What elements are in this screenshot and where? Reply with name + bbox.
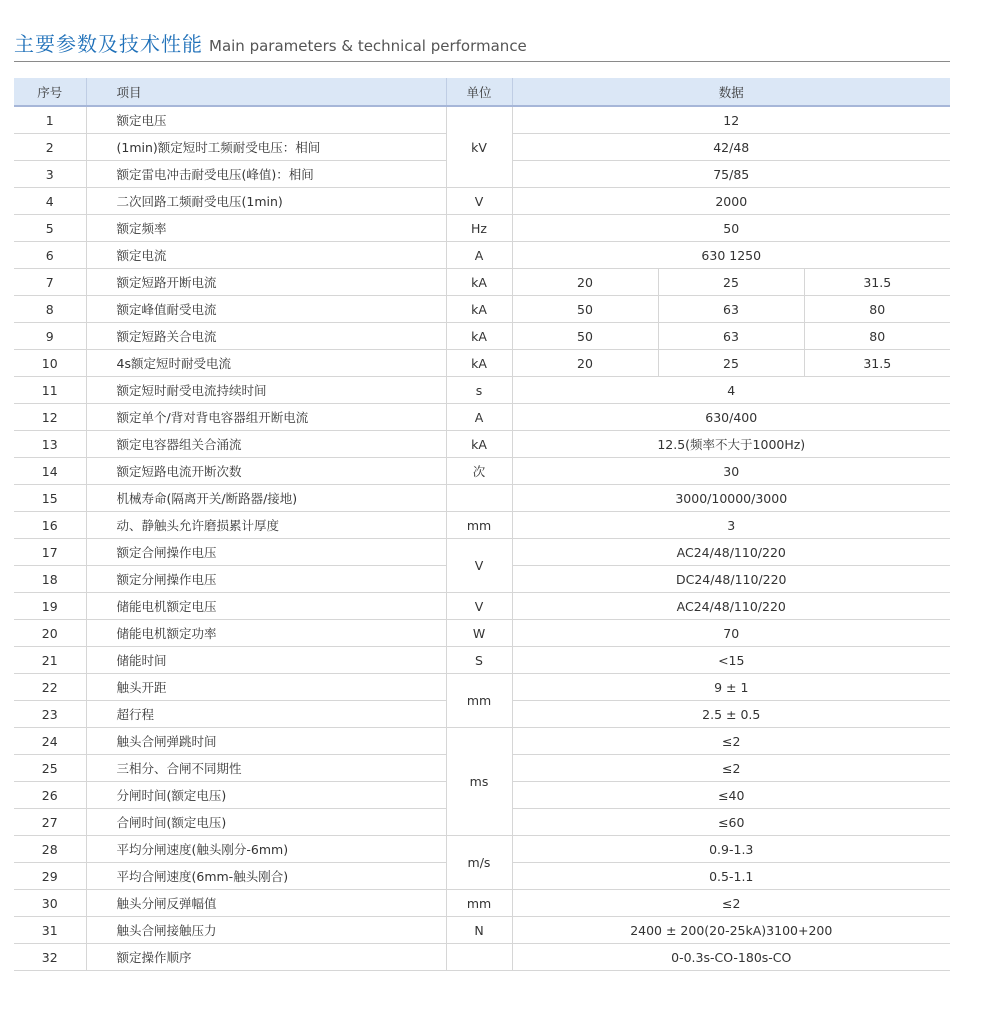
row-number: 3 (14, 161, 86, 188)
table-row (14, 215, 950, 242)
table-row (14, 485, 950, 512)
row-number: 17 (14, 539, 86, 566)
table-body (14, 106, 950, 971)
row-unit: kA (446, 350, 512, 377)
row-unit: N (446, 917, 512, 944)
table-row (14, 728, 950, 755)
table-row (14, 431, 950, 458)
table-row (14, 593, 950, 620)
row-number: 28 (14, 836, 86, 863)
row-item: 额定分闸操作电压 (86, 566, 446, 593)
page-header (14, 28, 950, 62)
row-data: 2.5 ± 0.5 (512, 701, 950, 728)
row-number: 22 (14, 674, 86, 701)
row-data-1: 20 (512, 350, 658, 377)
row-unit: 次 (446, 458, 512, 485)
row-number: 19 (14, 593, 86, 620)
row-data: 0.9-1.3 (512, 836, 950, 863)
header-divider (14, 61, 950, 62)
row-number: 30 (14, 890, 86, 917)
row-item: 合闸时间(额定电压) (86, 809, 446, 836)
row-item: 额定电容器组关合涌流 (86, 431, 446, 458)
table-row (14, 404, 950, 431)
row-unit: m/s (446, 836, 512, 890)
page-subtitle: Main parameters & technical performance (209, 37, 527, 55)
table-row (14, 323, 950, 350)
row-unit: kA (446, 431, 512, 458)
row-item: 动、静触头允许磨损累计厚度 (86, 512, 446, 539)
row-number: 23 (14, 701, 86, 728)
row-item: 额定频率 (86, 215, 446, 242)
row-data: AC24/48/110/220 (512, 593, 950, 620)
row-number: 13 (14, 431, 86, 458)
row-number: 25 (14, 755, 86, 782)
row-item: 机械寿命(隔离开关/断路器/接地) (86, 485, 446, 512)
row-data: <15 (512, 647, 950, 674)
row-data: 630 1250 (512, 242, 950, 269)
page-title: 主要参数及技术性能 (14, 32, 203, 56)
table-row (14, 350, 950, 377)
row-unit: ms (446, 728, 512, 836)
row-data-3: 80 (804, 323, 950, 350)
row-data: 630/400 (512, 404, 950, 431)
row-data-3: 31.5 (804, 269, 950, 296)
row-item: 额定短路电流开断次数 (86, 458, 446, 485)
row-number: 24 (14, 728, 86, 755)
row-item: 额定短时耐受电流持续时间 (86, 377, 446, 404)
row-data-2: 25 (658, 269, 804, 296)
row-data: 42/48 (512, 134, 950, 161)
row-item: 平均分闸速度(触头刚分-6mm) (86, 836, 446, 863)
table-row (14, 106, 950, 134)
row-item: 平均合闸速度(6mm-触头刚合) (86, 863, 446, 890)
row-unit: kA (446, 269, 512, 296)
table-row (14, 836, 950, 863)
row-item: 额定单个/背对背电容器组开断电流 (86, 404, 446, 431)
row-data-3: 31.5 (804, 350, 950, 377)
row-data: DC24/48/110/220 (512, 566, 950, 593)
row-data: 4 (512, 377, 950, 404)
row-number: 14 (14, 458, 86, 485)
row-unit: mm (446, 674, 512, 728)
row-number: 5 (14, 215, 86, 242)
row-data-2: 63 (658, 296, 804, 323)
row-data-1: 50 (512, 323, 658, 350)
table-row (14, 944, 950, 971)
header-no: 序号 (14, 78, 86, 106)
table-row (14, 269, 950, 296)
table-row (14, 512, 950, 539)
row-number: 8 (14, 296, 86, 323)
row-unit: W (446, 620, 512, 647)
row-number: 2 (14, 134, 86, 161)
row-unit: kA (446, 296, 512, 323)
row-data: ≤2 (512, 755, 950, 782)
row-number: 11 (14, 377, 86, 404)
row-data-2: 63 (658, 323, 804, 350)
row-unit: kA (446, 323, 512, 350)
row-item: 额定峰值耐受电流 (86, 296, 446, 323)
row-number: 16 (14, 512, 86, 539)
row-data: 3 (512, 512, 950, 539)
row-item: 分闸时间(额定电压) (86, 782, 446, 809)
table-row (14, 188, 950, 215)
table-row (14, 539, 950, 566)
row-unit (446, 485, 512, 512)
row-data: ≤40 (512, 782, 950, 809)
row-data: 30 (512, 458, 950, 485)
row-unit: mm (446, 512, 512, 539)
table-row (14, 296, 950, 323)
row-unit: V (446, 188, 512, 215)
row-number: 6 (14, 242, 86, 269)
row-number: 7 (14, 269, 86, 296)
table-row (14, 917, 950, 944)
row-number: 15 (14, 485, 86, 512)
row-number: 1 (14, 106, 86, 134)
table-row (14, 377, 950, 404)
row-number: 21 (14, 647, 86, 674)
row-unit: A (446, 242, 512, 269)
header-unit: 单位 (446, 78, 512, 106)
row-item: 额定短路关合电流 (86, 323, 446, 350)
row-data: 50 (512, 215, 950, 242)
row-item: 储能时间 (86, 647, 446, 674)
row-data: ≤2 (512, 728, 950, 755)
row-item: 储能电机额定功率 (86, 620, 446, 647)
row-data: 2400 ± 200(20-25kA)3100+200 (512, 917, 950, 944)
row-number: 18 (14, 566, 86, 593)
table-row (14, 890, 950, 917)
row-number: 29 (14, 863, 86, 890)
row-unit: kV (446, 106, 512, 188)
row-item: 额定短路开断电流 (86, 269, 446, 296)
row-data: 70 (512, 620, 950, 647)
row-data-2: 25 (658, 350, 804, 377)
table-header-row (14, 78, 950, 106)
row-number: 12 (14, 404, 86, 431)
row-item: 储能电机额定电压 (86, 593, 446, 620)
row-item: 额定雷电冲击耐受电压(峰值)：相间 (86, 161, 446, 188)
row-data: 3000/10000/3000 (512, 485, 950, 512)
row-item: 触头开距 (86, 674, 446, 701)
row-data: 12 (512, 106, 950, 134)
row-unit: Hz (446, 215, 512, 242)
row-data: ≤2 (512, 890, 950, 917)
row-number: 27 (14, 809, 86, 836)
row-data-3: 80 (804, 296, 950, 323)
row-data-1: 50 (512, 296, 658, 323)
row-unit: S (446, 647, 512, 674)
row-item: 三相分、合闸不同期性 (86, 755, 446, 782)
row-item: 额定电流 (86, 242, 446, 269)
row-item: (1min)额定短时工频耐受电压：相间 (86, 134, 446, 161)
row-data: 75/85 (512, 161, 950, 188)
row-number: 31 (14, 917, 86, 944)
row-item: 额定合闸操作电压 (86, 539, 446, 566)
row-item: 额定电压 (86, 106, 446, 134)
row-data: ≤60 (512, 809, 950, 836)
row-item: 触头合闸接触压力 (86, 917, 446, 944)
row-data: 0-0.3s-CO-180s-CO (512, 944, 950, 971)
row-number: 9 (14, 323, 86, 350)
row-item: 触头分闸反弹幅值 (86, 890, 446, 917)
table-row (14, 458, 950, 485)
row-number: 20 (14, 620, 86, 647)
row-item: 超行程 (86, 701, 446, 728)
row-number: 32 (14, 944, 86, 971)
row-data: 2000 (512, 188, 950, 215)
row-unit: s (446, 377, 512, 404)
row-data: 9 ± 1 (512, 674, 950, 701)
row-unit: V (446, 593, 512, 620)
header-data: 数据 (512, 78, 950, 106)
header-item: 项目 (86, 78, 446, 106)
row-data: 12.5(频率不大于1000Hz) (512, 431, 950, 458)
row-unit: mm (446, 890, 512, 917)
parameters-table (14, 78, 950, 971)
row-data: 0.5-1.1 (512, 863, 950, 890)
row-number: 10 (14, 350, 86, 377)
row-unit (446, 944, 512, 971)
row-number: 4 (14, 188, 86, 215)
table-row (14, 620, 950, 647)
row-unit: A (446, 404, 512, 431)
row-item: 触头合闸弹跳时间 (86, 728, 446, 755)
table-row (14, 674, 950, 701)
row-item: 4s额定短时耐受电流 (86, 350, 446, 377)
row-data: AC24/48/110/220 (512, 539, 950, 566)
row-unit: V (446, 539, 512, 593)
table-row (14, 647, 950, 674)
row-data-1: 20 (512, 269, 658, 296)
row-number: 26 (14, 782, 86, 809)
row-item: 二次回路工频耐受电压(1min) (86, 188, 446, 215)
table-row (14, 242, 950, 269)
row-item: 额定操作顺序 (86, 944, 446, 971)
